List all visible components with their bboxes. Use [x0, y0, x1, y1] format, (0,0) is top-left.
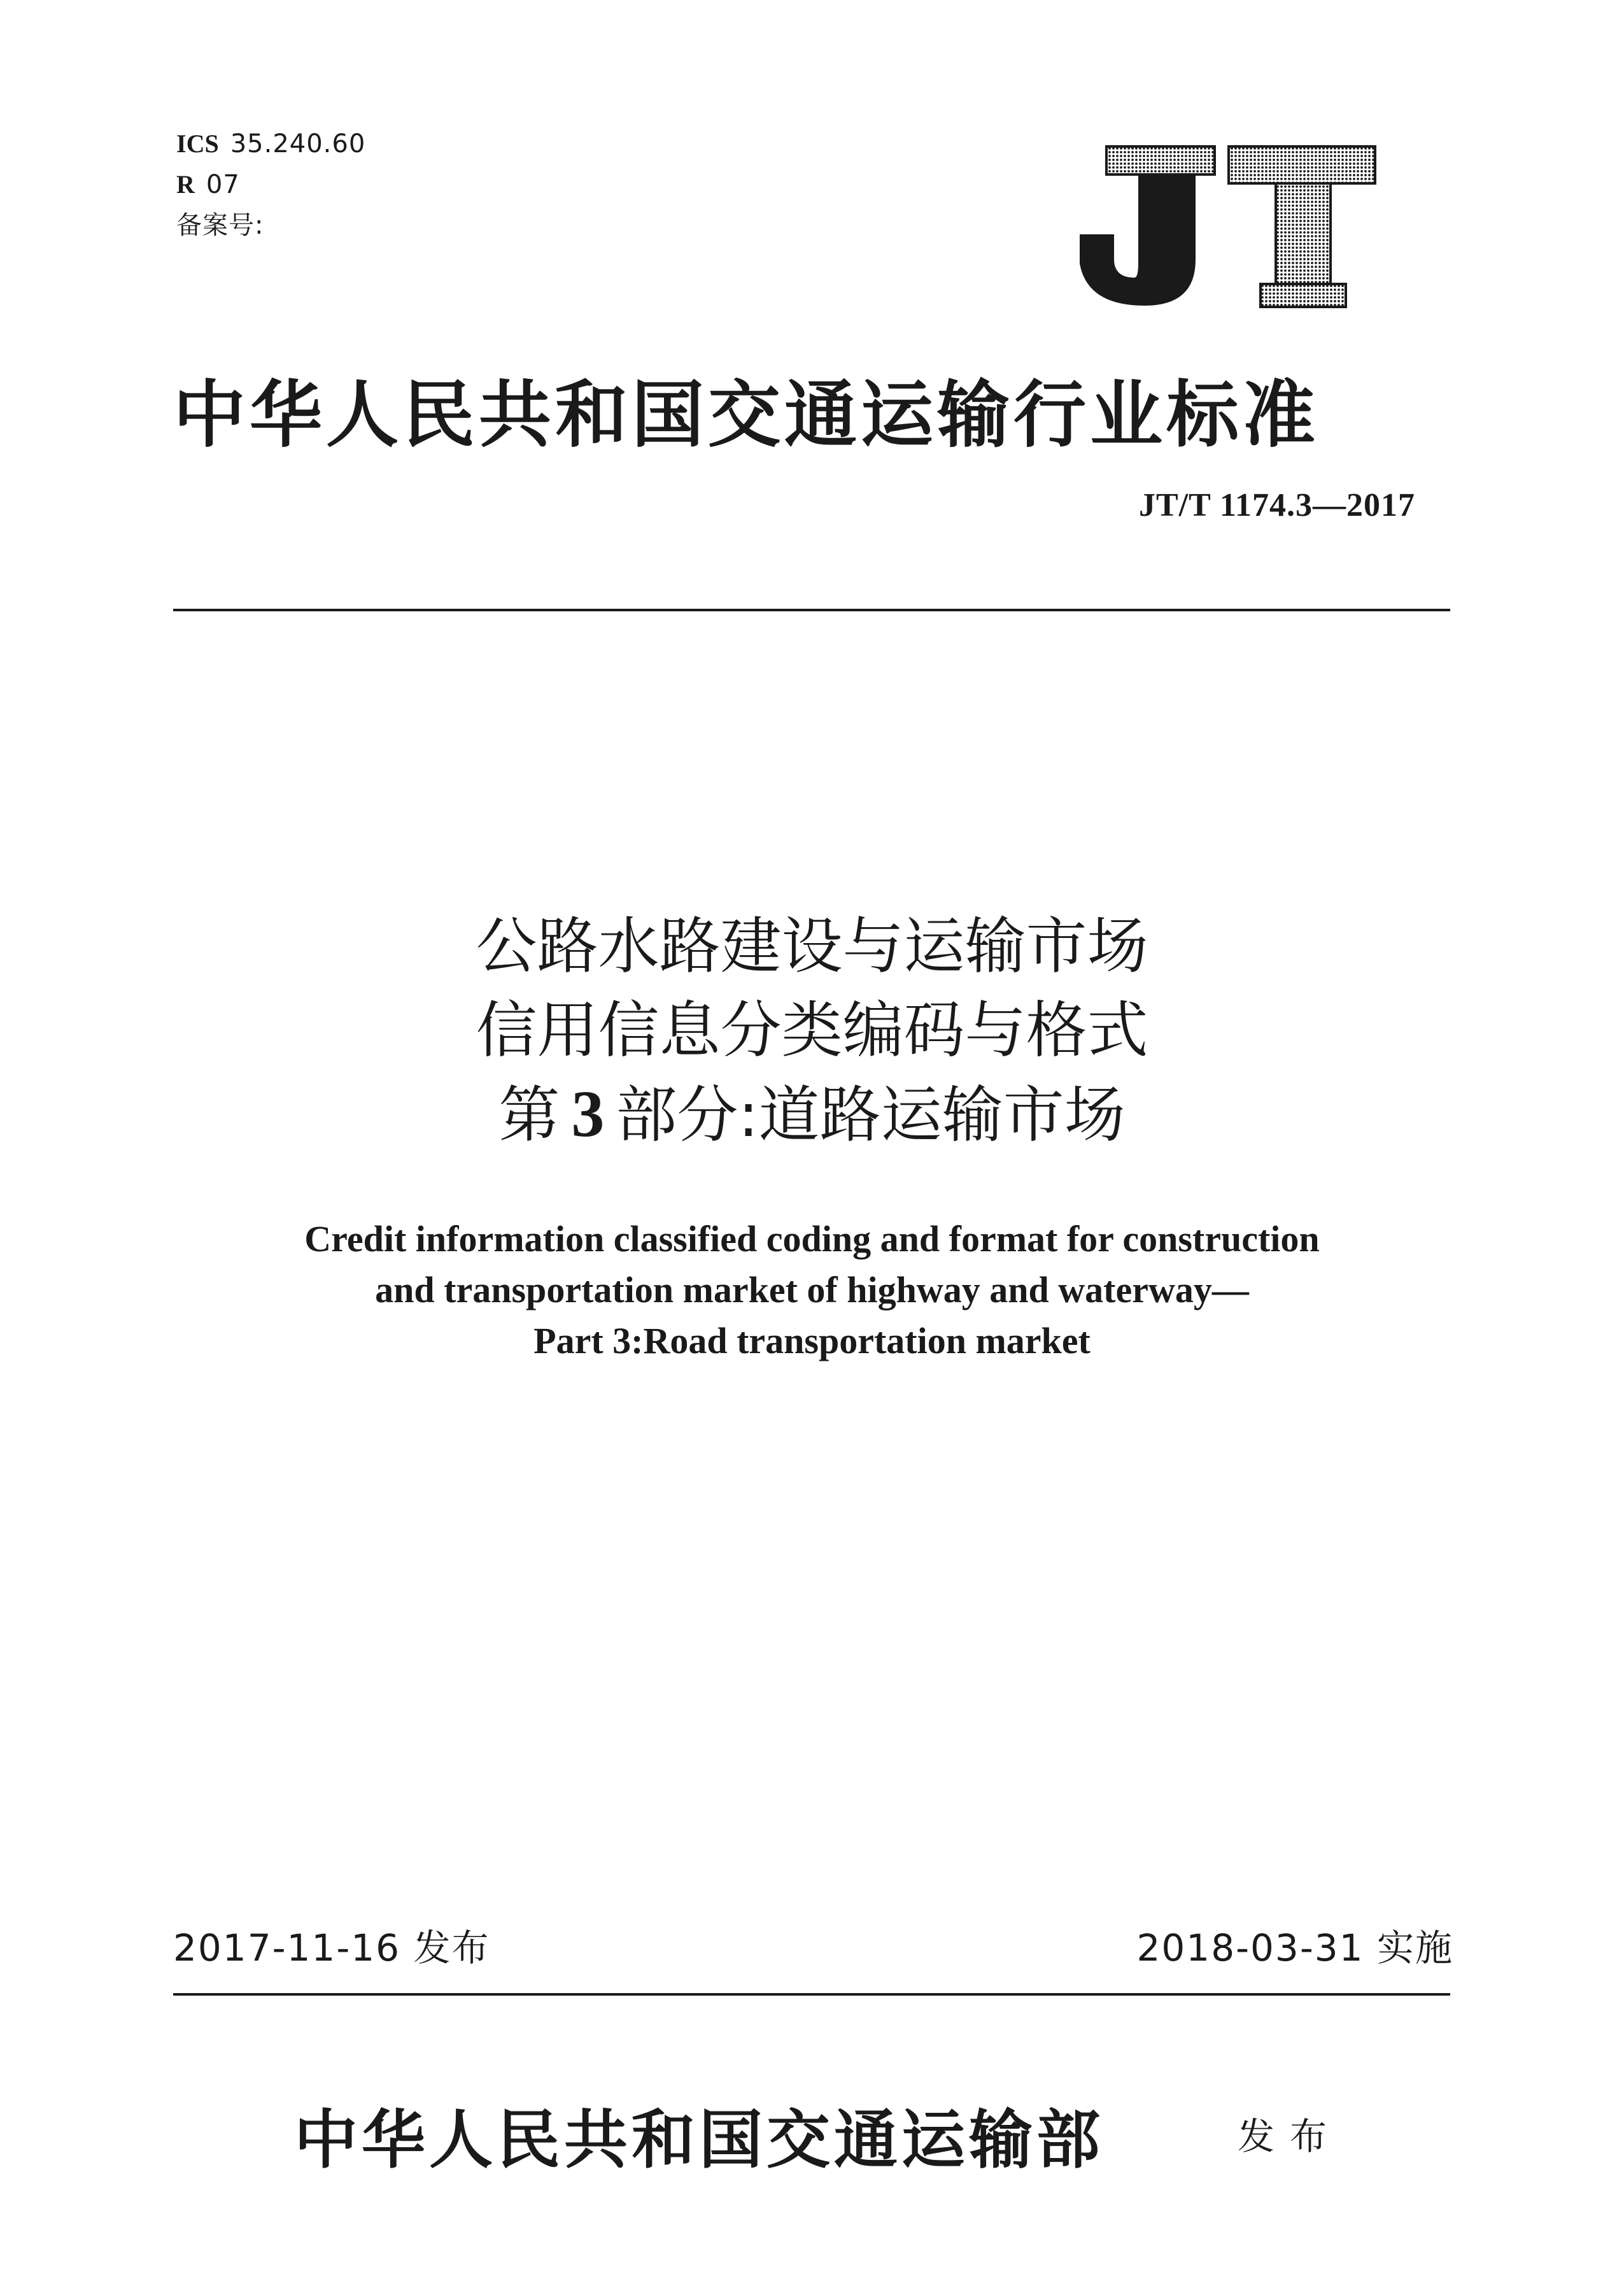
publisher-action: 发布	[1238, 2115, 1343, 2158]
title-cn-part-prefix: 第	[498, 1079, 560, 1151]
title-cn-part-name: 部分:道路运输市场	[616, 1079, 1126, 1151]
title-cn-line1: 公路水路建设与运输市场	[476, 911, 1148, 982]
title-cn-line3	[0, 1075, 1624, 1154]
title-cn-line2: 信用信息分类编码与格式	[476, 995, 1148, 1066]
standard-code: JT/T 1174.3—2017	[1138, 487, 1415, 523]
jt-logo	[1062, 139, 1380, 312]
implementation-date: 2018-03-31 实施	[1136, 1926, 1453, 1970]
ccs-label: R	[176, 170, 195, 199]
standard-category-title: 中华人民共和国交通运输行业标准	[173, 372, 1320, 457]
ics-value: 35.240.60	[230, 129, 366, 159]
publisher-name: 中华人民共和国交通运输部	[294, 2102, 1104, 2177]
ccs-value: 07	[206, 170, 240, 199]
footer-divider	[173, 1993, 1450, 1996]
ccs-line	[176, 166, 240, 204]
title-en-line3: Part 3:Road transportation market	[533, 1320, 1091, 1361]
ics-line	[176, 125, 365, 163]
header-divider	[173, 609, 1450, 611]
issue-date: 2017-11-16 发布	[173, 1926, 490, 1970]
record-label: 备案号:	[176, 211, 264, 240]
title-cn-part-number: 3	[571, 1077, 605, 1151]
title-en-line2: and transportation market of highway and waterway—	[375, 1269, 1249, 1310]
ics-label: ICS	[176, 129, 219, 158]
record-line	[176, 206, 264, 245]
title-en-line1: Credit information classified coding and format for construction	[304, 1218, 1320, 1260]
